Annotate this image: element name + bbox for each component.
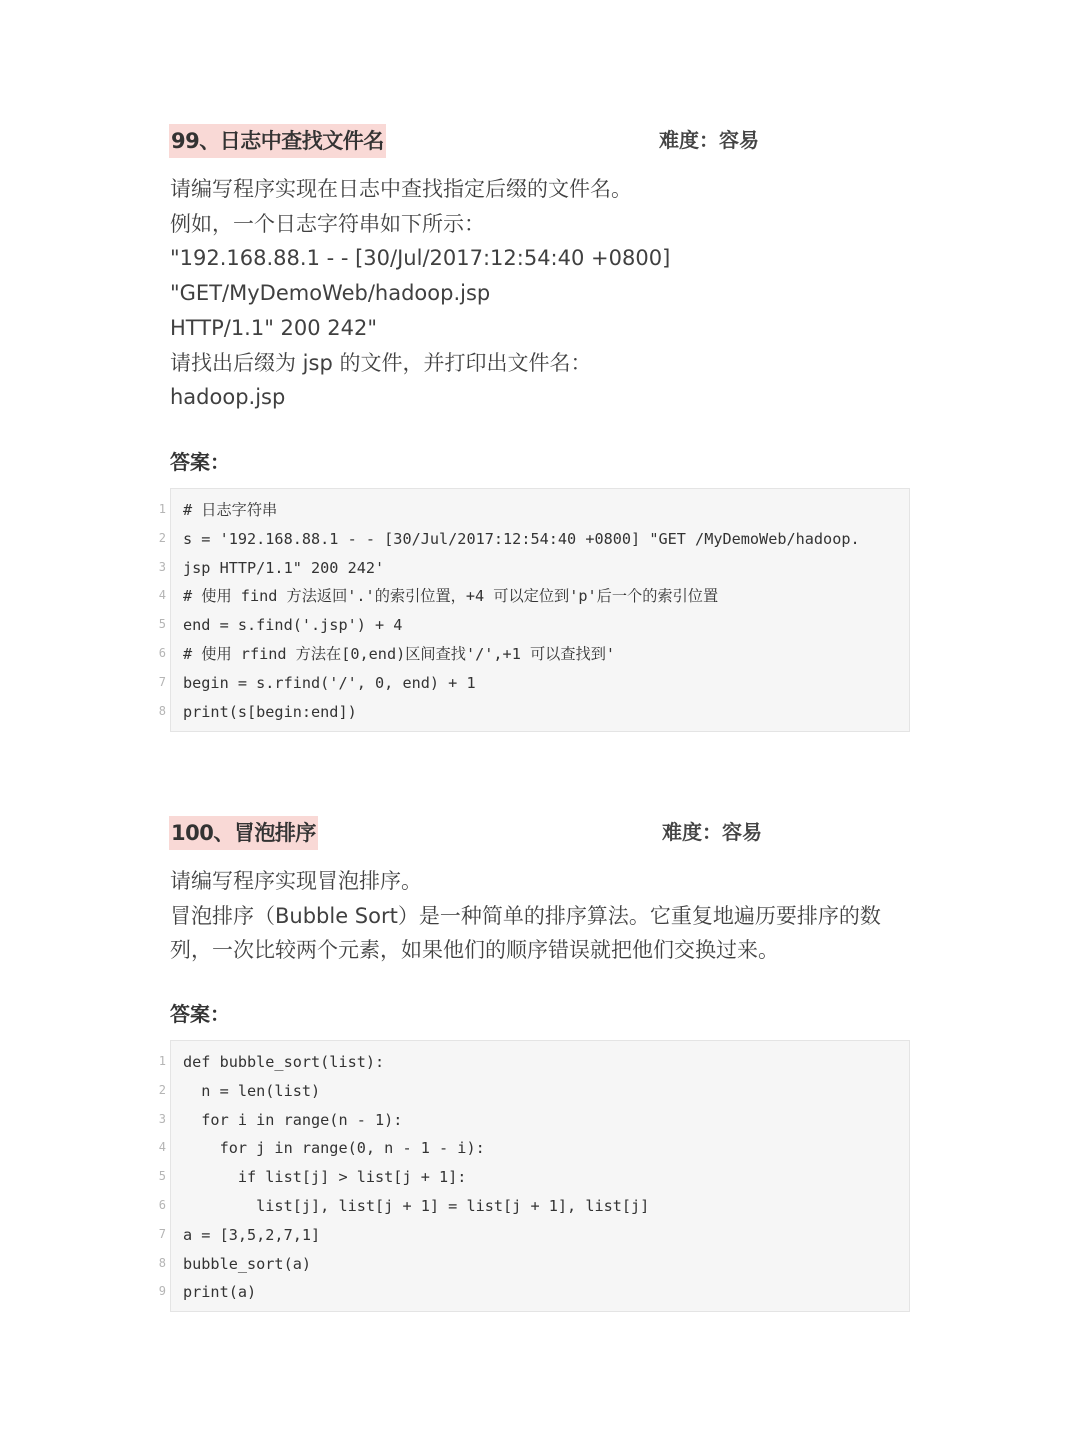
description-line: 请编写程序实现在日志中查找指定后缀的文件名。 [170,177,632,201]
code-line: print(a) [183,1283,257,1302]
line-number: 2 [158,530,166,545]
code-line: for i in range(n - 1): [183,1110,403,1129]
description-line: 例如，一个日志字符串如下所示： [170,211,485,236]
code-line: for j in range(0, n - 1 - i): [183,1139,485,1158]
line-number: 3 [158,559,166,574]
question-description [170,172,670,415]
description-line: HTTP/1.1" 200 242" [170,315,378,340]
code-line: a = [3,5,2,7,1] [183,1225,321,1244]
code-line: # 日志字符串 [183,501,278,519]
line-number: 7 [158,674,166,689]
line-number: 6 [158,646,166,660]
description-line: 冒泡排序（Bubble Sort）是一种简单的排序算法。它重复地遍历要排序的数 [170,903,881,928]
code-line: s = '192.168.88.1 - - [30/Jul/2017:12:54:40 +0800] "GET /MyDemoWeb/hadoop. [183,529,860,548]
difficulty-label: 难度：容易 [662,820,762,844]
line-number: 1 [158,502,166,516]
answer-label: 答案： [170,1002,230,1026]
difficulty-label: 难度：容易 [659,128,759,152]
line-number: 5 [158,617,166,632]
line-number: 4 [158,588,166,603]
question-title: 99、日志中查找文件名 [169,124,386,158]
code-line: end = s.find('.jsp') + 4 [183,616,403,635]
code-block [170,1040,910,1312]
description-line: "192.168.88.1 - - [30/Jul/2017:12:54:40 +0800] [170,246,671,271]
description-line: 列，一次比较两个元素，如果他们的顺序错误就把他们交换过来。 [170,938,779,963]
answer-label: 答案： [170,450,230,474]
code-line: # 使用 rfind 方法在[0,end)区间查找'/',+1 可以查找到' [183,645,616,663]
description-line: "GET/MyDemoWeb/hadoop.jsp [170,281,491,306]
line-number: 1 [158,1054,166,1068]
question-title: 100、冒泡排序 [169,816,318,850]
question-description [170,864,881,968]
description-line: 请找出后缀为 jsp 的文件，并打印出文件名： [170,350,592,375]
line-number: 9 [158,1284,166,1299]
line-number: 6 [158,1198,166,1212]
code-line: list[j], list[j + 1] = list[j + 1], list[j] [183,1197,650,1215]
code-line: begin = s.rfind('/', 0, end) + 1 [183,673,476,692]
line-number: 8 [158,1255,166,1270]
code-line: n = len(list) [183,1081,321,1100]
line-number: 4 [158,1140,166,1155]
code-line: jsp HTTP/1.1" 200 242' [183,558,385,577]
code-line: # 使用 find 方法返回'.'的索引位置，+4 可以定位到'p'后一个的索引位置 [183,587,719,606]
line-number: 8 [158,703,166,718]
line-number: 5 [158,1169,166,1184]
description-line: hadoop.jsp [170,385,286,410]
code-line: if list[j] > list[j + 1]: [183,1168,467,1187]
code-block [170,488,910,732]
code-line: bubble_sort(a) [183,1254,312,1273]
code-line: def bubble_sort(list): [183,1053,385,1071]
description-line: 请编写程序实现冒泡排序。 [170,869,422,893]
line-number: 3 [158,1111,166,1126]
line-number: 7 [158,1226,166,1241]
line-number: 2 [158,1082,166,1097]
code-line: print(s[begin:end]) [183,702,357,721]
